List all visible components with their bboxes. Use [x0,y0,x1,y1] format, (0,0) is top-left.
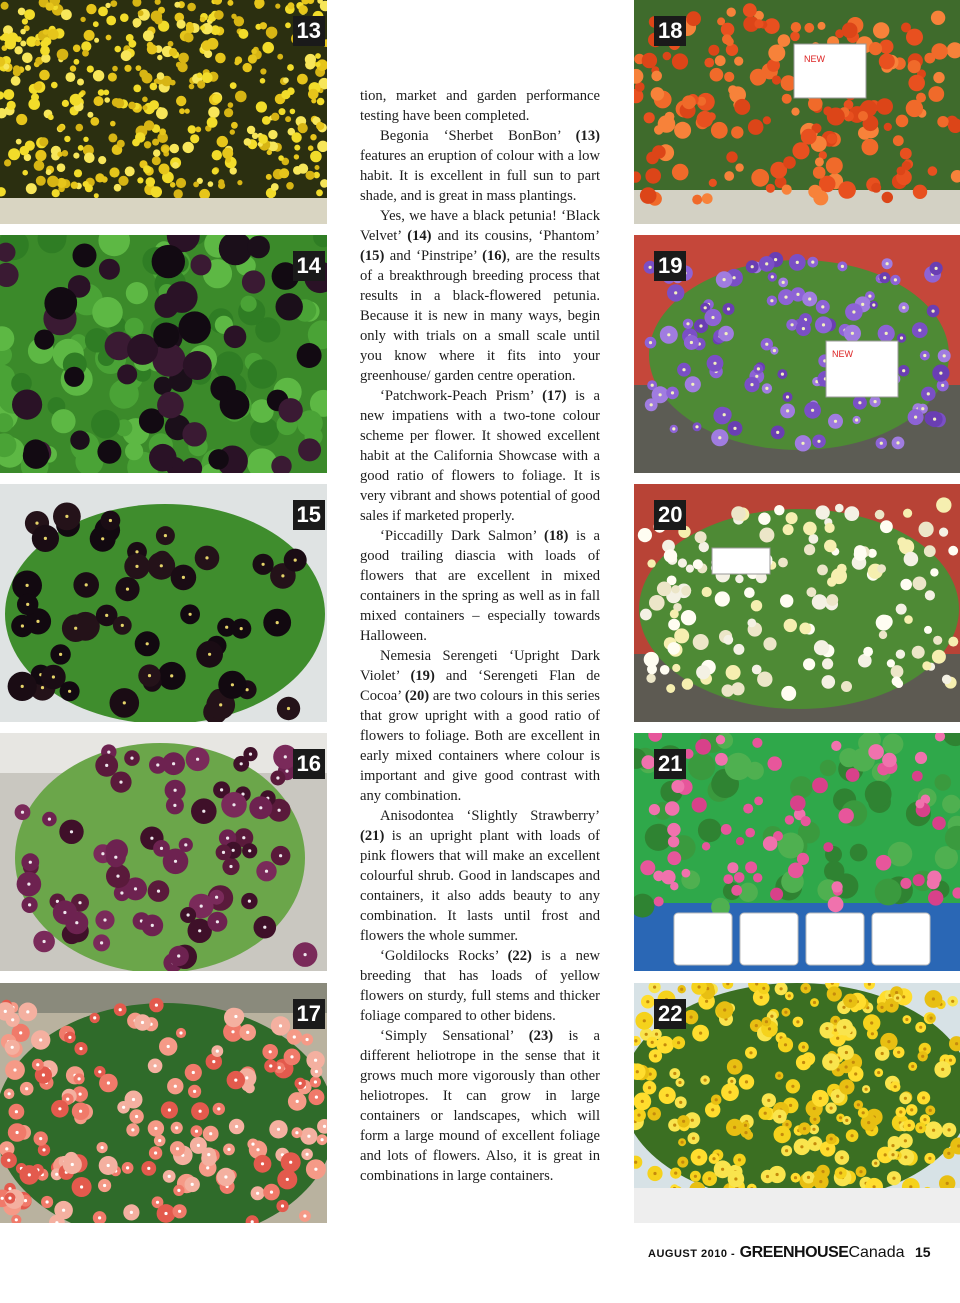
article-body [360,86,600,1186]
paragraph-begonia: Begonia ‘Sherbet BonBon’ (13) features an eruption of colour with a low habit. It is excellent in full sun to part shade, and is great in mass plantings. [360,128,600,204]
paragraph-bidens: ‘Goldilocks Rocks’ (22) is a new breeding that has loads of yellow flowers on sturdy, full stems and thicker foliage compared to other bidens. [360,948,600,1024]
photo-15-petunia-phantom [0,484,327,722]
paragraph-intro: tion, market and garden performance testing have been completed. [360,88,600,124]
photo-20-nemesia-flan-de-cocoa [634,484,960,722]
photo-18-diascia-piccadilly-dark-salmon [634,0,960,224]
paragraph-nemesia: Nemesia Serengeti ‘Upright Dark Violet’ (19) and ‘Serengeti Flan de Cocoa’ (20) are two colours in this series that grow upright with a good ratio of flowers to foliage. Both are excellent in early mixed containers where colour is important and give good contrast with any combination. [360,648,600,804]
photo-number-badge: 20 [654,500,686,530]
paragraph-diascia: ‘Piccadilly Dark Salmon’ (18) is a good trailing diascia with loads of flowers that are excellent in mixed containers in the spring as well as in fall mixed containers – especially towards Halloween. [360,528,600,644]
photo-number-badge: 13 [293,16,325,46]
photo-number-badge: 17 [293,999,325,1029]
paragraph-heliotrope: ‘Simply Sensational’ (23) is a different heliotrope in the sense that it grows much more vigorously than other heliotropes. It can grow in large containers or landscapes, which will form a large mound of excellent foliage and lots of flowers. Also, it is great in combinations in large containers. [360,1028,601,1184]
paragraph-anisodontea: Anisodontea ‘Slightly Strawberry’ (21) is an upright plant with loads of pink flowers that will make an excellent colourful shrub. Good in landscapes and containers, it also adds beauty to any combination. It lasts until frost and flowers the whole summer. [360,808,600,944]
photo-16-petunia-pinstripe [0,733,327,971]
svg-text:NEW: NEW [804,54,825,64]
photo-19-nemesia-upright-dark-violet [634,235,960,473]
photo-number-badge: 21 [654,749,686,779]
photo-13-begonia-sherbet-bonbon [0,0,327,224]
paragraph-black-petunia: Yes, we have a black petunia! ‘Black Velvet’ (14) and its cousins, ‘Phantom’ (15) and ‘Pinstripe’ (16), are the results of a breakthrough breeding process that results in a black-flowered petunia. Because it is new in many ways, begin only with trials on a small scale until you know where it fits into your greenhouse/ garden centre operation. [360,208,601,384]
page-footer [648,1244,938,1262]
svg-text:NEW: NEW [832,349,853,359]
page-number: 15 [914,1244,931,1260]
photo-21-anisodontea-slightly-strawberry [634,733,960,971]
photo-number-badge: 15 [293,500,325,530]
photo-14-petunia-black-velvet [0,235,327,473]
magazine-name-bold: GREENHOUSE [739,1244,849,1261]
photo-22-bidens-goldilocks-rocks [634,983,960,1223]
photo-number-badge: 19 [654,251,686,281]
photo-number-badge: 14 [293,251,325,281]
issue-date: AUGUST 2010 - [648,1248,736,1260]
paragraph-impatiens: ‘Patchwork-Peach Prism’ (17) is a new impatiens with a two-tone colour scheme per flower. It showed excellent habit at the California Showcase with a good ratio of flowers to foliage. It is very vibrant and shows potential of good sales if marketed properly. [360,388,600,524]
photo-17-impatiens-patchwork-peach-prism [0,983,327,1223]
magazine-name-regular: Canada [848,1244,905,1261]
photo-number-badge: 18 [654,16,686,46]
photo-number-badge: 16 [293,749,325,779]
photo-number-badge: 22 [654,999,686,1029]
